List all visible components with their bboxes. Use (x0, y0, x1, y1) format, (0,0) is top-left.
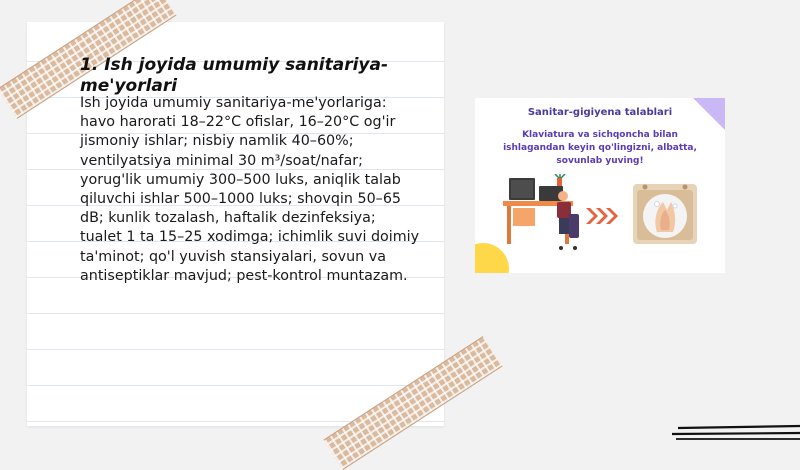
hand-washing-icon (631, 180, 701, 250)
chevron-arrows-icon (585, 206, 621, 226)
slide-title: 1. Ish joyida umumiy sanitariya-me'yorlari (80, 55, 389, 96)
desk-workstation-illustration (491, 174, 596, 254)
hygiene-illustration-card (475, 98, 725, 273)
card-message: Klaviatura va sichqoncha bilan ishlagandan keyin qo'lingizni, albatta, sovunlab yuving! (503, 130, 697, 166)
decorative-lines (670, 420, 800, 450)
slide-body-text: Ish joyida umumiy sanitariya-me'yorlariga: havo harorati 18–22°C ofislar, 16–20°C og'ir jismoniy ishlar; nisbiy namlik 40–60%; ventilyatsiya minimal 30 m³/soat/nafar; yorug'lik umumiy 300–500 luks, aniqlik talab qiluvchi ishlar 500–1000 luks; shovqin 50–65 dB; kunlik tozalash, haftalik dezinfeksiya; tualet 1 ta 15–25 xodimga; ichimlik suvi doimiy ta'minot; qo'l yuvish stansiyalari, sovun va antiseptiklar mavjud; pest-kontrol muntazam. (80, 95, 420, 284)
card-title: Sanitar-gigiyena talablari (527, 107, 673, 118)
